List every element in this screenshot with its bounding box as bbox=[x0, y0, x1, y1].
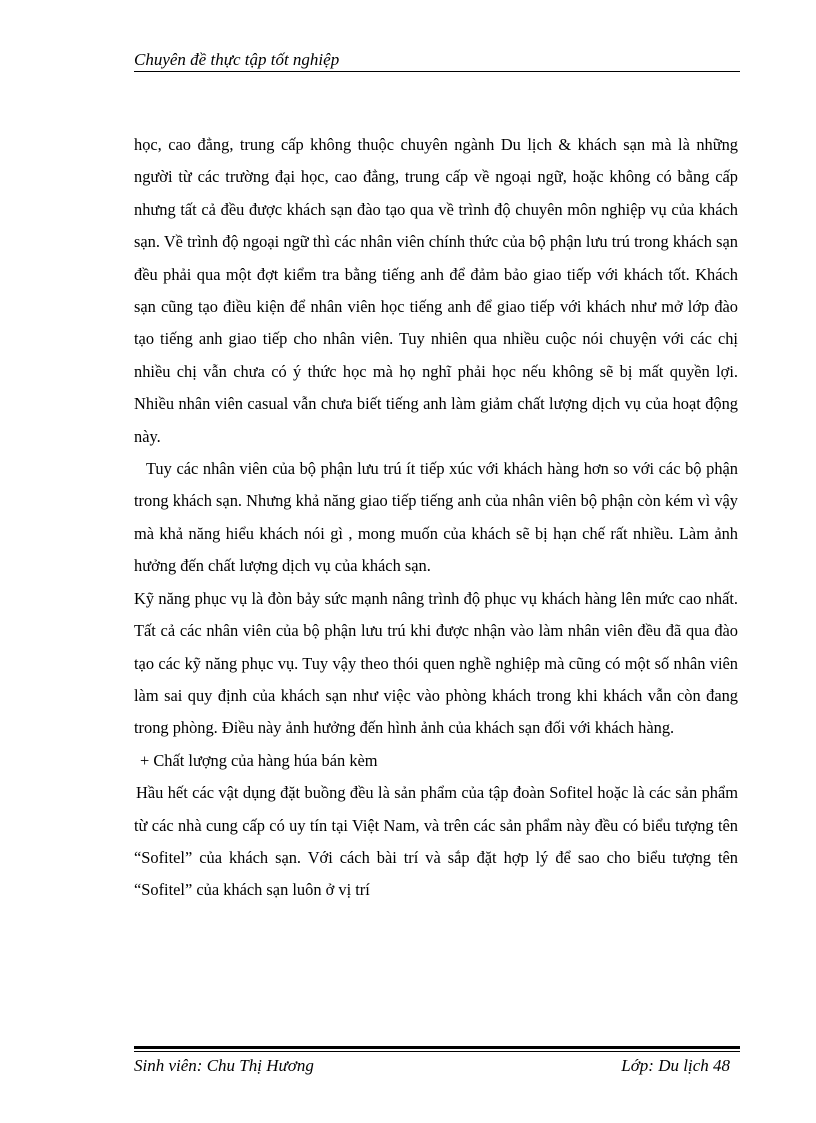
document-title: Chuyên đề thực tập tốt nghiệp bbox=[134, 50, 340, 69]
page-header bbox=[134, 50, 740, 72]
paragraph-service-skills: Kỹ năng phục vụ là đòn bảy sức mạnh nâng trình độ phục vụ khách hàng lên mức cao nhất. Tất cả các nhân viên của bộ phận lưu trú khi được nhận vào làm nhân viên đều đã qua đào tạo các kỹ năng phục vụ. Tuy vậy theo thói quen nghề nghiệp mà cũng có một số nhân viên làm sai quy định của khách sạn như việc vào phòng khách trong khi khách vẫn còn đang trong phòng. Điều này ảnh hưởng đến hình ảnh của khách sạn đối với khách hàng. bbox=[134, 588, 738, 738]
document-body bbox=[134, 129, 738, 907]
page-footer bbox=[134, 1046, 740, 1082]
paragraph-heading-goods-quality: + Chất lượng của hàng húa bán kèm bbox=[140, 750, 378, 770]
paragraph-sofitel-products: Hầu hết các vật dụng đặt buồng đều là sản phẩm của tập đoàn Sofitel hoặc là các sản phẩm từ các nhà cung cấp có uy tín tại Việt Nam, và trên các sản phẩm này đều có biểu tượng tên “Sofitel” của khách sạn. Với cách bài trí và sắp đặt hợp lý để sao cho biểu tượng tên “Sofitel” của khách sạn luôn ở vị trí bbox=[134, 783, 738, 900]
paragraph-english-skills: Tuy các nhân viên của bộ phận lưu trú ít tiếp xúc với khách hàng hơn so với các bộ phận trong khách sạn. Nhưng khả năng giao tiếp tiếng anh của nhân viên bộ phận còn kém vì vậy mà khả năng hiểu khách nói gì , mong muốn của khách sẽ bị hạn chế rất nhiều. Làm ảnh hưởng đến chất lượng dịch vụ của khách sạn. bbox=[134, 459, 738, 576]
footer-student-name: Sinh viên: Chu Thị Hương bbox=[134, 1056, 314, 1075]
paragraph-staff-qualifications: học, cao đẳng, trung cấp không thuộc chuyên ngành Du lịch & khách sạn mà là những người từ các trường đại học, cao đẳng, trung cấp về ngoại ngữ, hoặc không có bằng cấp nhưng tất cả đều được khách sạn đào tạo qua về trình độ chuyên môn nghiệp vụ của khách sạn. Về trình độ ngoại ngữ thì các nhân viên chính thức của bộ phận lưu trú trong khách sạn đều phải qua một đợt kiểm tra bằng tiếng anh để đảm bảo giao tiếp với khách tốt. Khách sạn cũng tạo điều kiện để nhân viên học tiếng anh để giao tiếp với khách như mở lớp đào tạo tiếng anh giao tiếp cho nhân viên. Tuy nhiên qua nhiều cuộc nói chuyện với các chị nhiều chị vẫn chưa có ý thức học mà họ nghĩ phải học nếu không sẽ bị mất quyền lợi. Nhiều nhân viên casual vẫn chưa biết tiếng anh làm giảm chất lượng dịch vụ của hoạt động này. bbox=[134, 135, 738, 446]
footer-class-name: Lớp: Du lịch 48 bbox=[621, 1056, 730, 1075]
footer-divider-thick bbox=[134, 1046, 740, 1049]
footer-divider-thin bbox=[134, 1051, 740, 1052]
header-divider bbox=[134, 71, 740, 72]
